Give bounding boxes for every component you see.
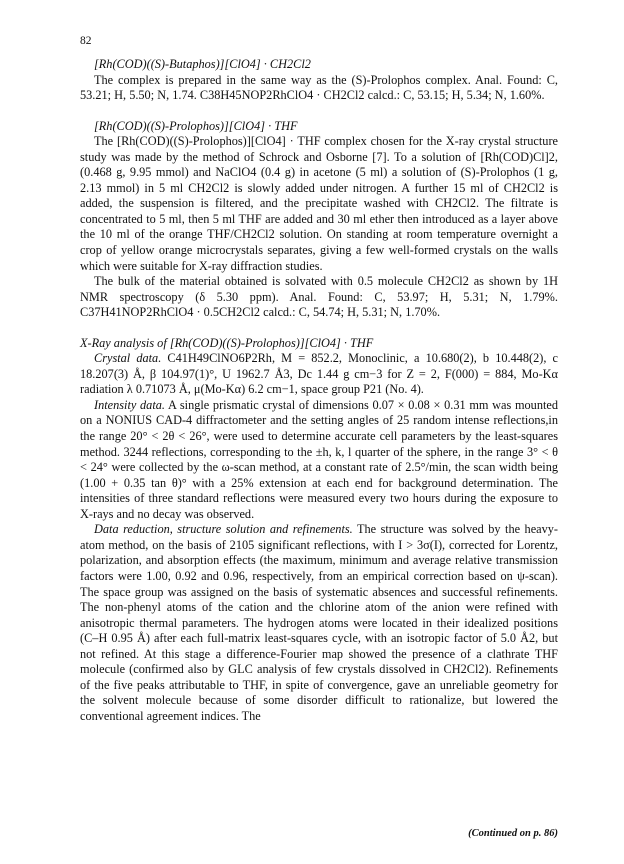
crystal-data-text: C41H49ClNO6P2Rh, M = 852.2, Monoclinic, a 10.680(2), b 10.448(2), c 18.207(3) Å, β 104.97(1)°, U 1962.7 Å3, Dc 1.44 g cm−3 for Z = 2, F(000) = 884, Mo-Kα radiation λ 0.71073 Å, μ(Mo-Kα) 6.2 cm−1, space group P21 (No. 4). bbox=[80, 351, 558, 397]
reduction-text: The structure was solved by the heavy-atom method, on the basis of 2105 significant reflections, with I > 3σ(I), corrected for Lorentz, polarization, and absorption effects (the maximum, minimum and average relative transmission factors were 1.00, 0.92 and 0.96, respectively, from an empirical correction based on ψ-scan). The space group was assigned on the basis of systematic absences and successful refinements. The non-phenyl atoms of the cation and the chlorine atom of the anion were refined with anisotropic thermal parameters. The hydrogen atoms were located in their idealized positions (C–H 0.95 Å) after each full-matrix least-squares cycle, with an isotropic factor of 5.0 Å2, but not refined. At this stage a difference-Fourier map showed the presence of a clathrate THF molecule (confirmed also by GLC analysis of few crystals dissolved in CH2Cl2). Refinements of the five peaks attributable to THF, in spite of convergence, gave an unreliable geometry for the solvent molecule because of some disorder difficult to rationalize, but lowered the conventional agreement indices. The bbox=[80, 522, 558, 723]
reduction-label: Data reduction, structure solution and refinements. bbox=[94, 522, 353, 537]
xray-heading: X-Ray analysis of [Rh(COD)((S)-Prolophos)][ClO4] · THF bbox=[80, 335, 374, 350]
prolophos-paragraph-1: The [Rh(COD)((S)-Prolophos)][ClO4] · THF complex chosen for the X-ray crystal structure study was made by the method of Schrock and Osborne [7]. To a solution of [Rh(COD)Cl]2, (0.468 g, 9.95 mmol) and NaClO4 (0.4 g) in acetone (5 ml) a solution of (S)-Prolophos (1 g, 2.13 mmol) in 5 ml CH2Cl2 is slowly added under nitrogen. A further 15 ml of CH2Cl2 is added, the suspension is filtered, and the precipitate washed with CH2Cl2. The filtrate is concentrated to 5 ml, then 5 ml THF are added and 30 ml ether then introduced as a layer above the 10 ml of the orange THF/CH2Cl2 solution. On standing at room temperature overnight a crop of yellow orange microcrystals separates, giving a few well-formed crystals on the walls which were suitable for X-ray diffraction studies. bbox=[80, 134, 558, 273]
crystal-data-label: Crystal data. bbox=[94, 351, 162, 366]
prolophos-heading: [Rh(COD)((S)-Prolophos)][ClO4] · THF bbox=[94, 118, 298, 133]
page-number: 82 bbox=[80, 35, 92, 47]
body-text bbox=[80, 57, 558, 724]
butaphos-heading: [Rh(COD)((S)-Butaphos)][ClO4] · CH2Cl2 bbox=[94, 57, 311, 71]
intensity-data-paragraph bbox=[80, 398, 558, 522]
intensity-data-text: A single prismatic crystal of dimensions 0.07 × 0.08 × 0.31 mm was mounted on a NONIUS CAD-4 diffractometer and the setting angles of 25 random intense reflections,in the range 20° < 2θ < 26°, were used to determine accurate cell parameters by the least-squares method. 3244 reflections, corresponding to the ±h, k, l quarter of the sphere, in the range 3° < θ < 24° were collected by the ω-scan method, at a constant rate of 2.5°/min, the scan width being (1.00 + 0.35 tan θ)° with a 25% extension at each end for background determination. The intensities of three standard reflections were measured every two hours during the exposure to X-rays and no decay was observed. bbox=[80, 397, 558, 521]
intensity-data-label: Intensity data. bbox=[94, 397, 165, 412]
crystal-data-paragraph bbox=[80, 351, 558, 398]
continued-note: (Continued on p. 86) bbox=[468, 828, 558, 839]
prolophos-paragraph-2: The bulk of the material obtained is solvated with 0.5 molecule CH2Cl2 as shown by 1H NMR spectroscopy (δ 5.30 ppm). Anal. Found: C, 53.97; H, 5.31; N, 1.79%. C37H41NOP2RhClO4 · 0.5CH2Cl2 calcd.: C, 54.74; H, 5.31; N, 1.70%. bbox=[80, 274, 558, 320]
butaphos-paragraph: The complex is prepared in the same way as the (S)-Prolophos complex. Anal. Found: C, 53.21; H, 5.50; N, 1.74. C38H45NOP2RhClO4 · CH2Cl2 calcd.: C, 53.15; H, 5.34; N, 1.60%. bbox=[80, 72, 558, 103]
reduction-paragraph bbox=[80, 522, 558, 724]
